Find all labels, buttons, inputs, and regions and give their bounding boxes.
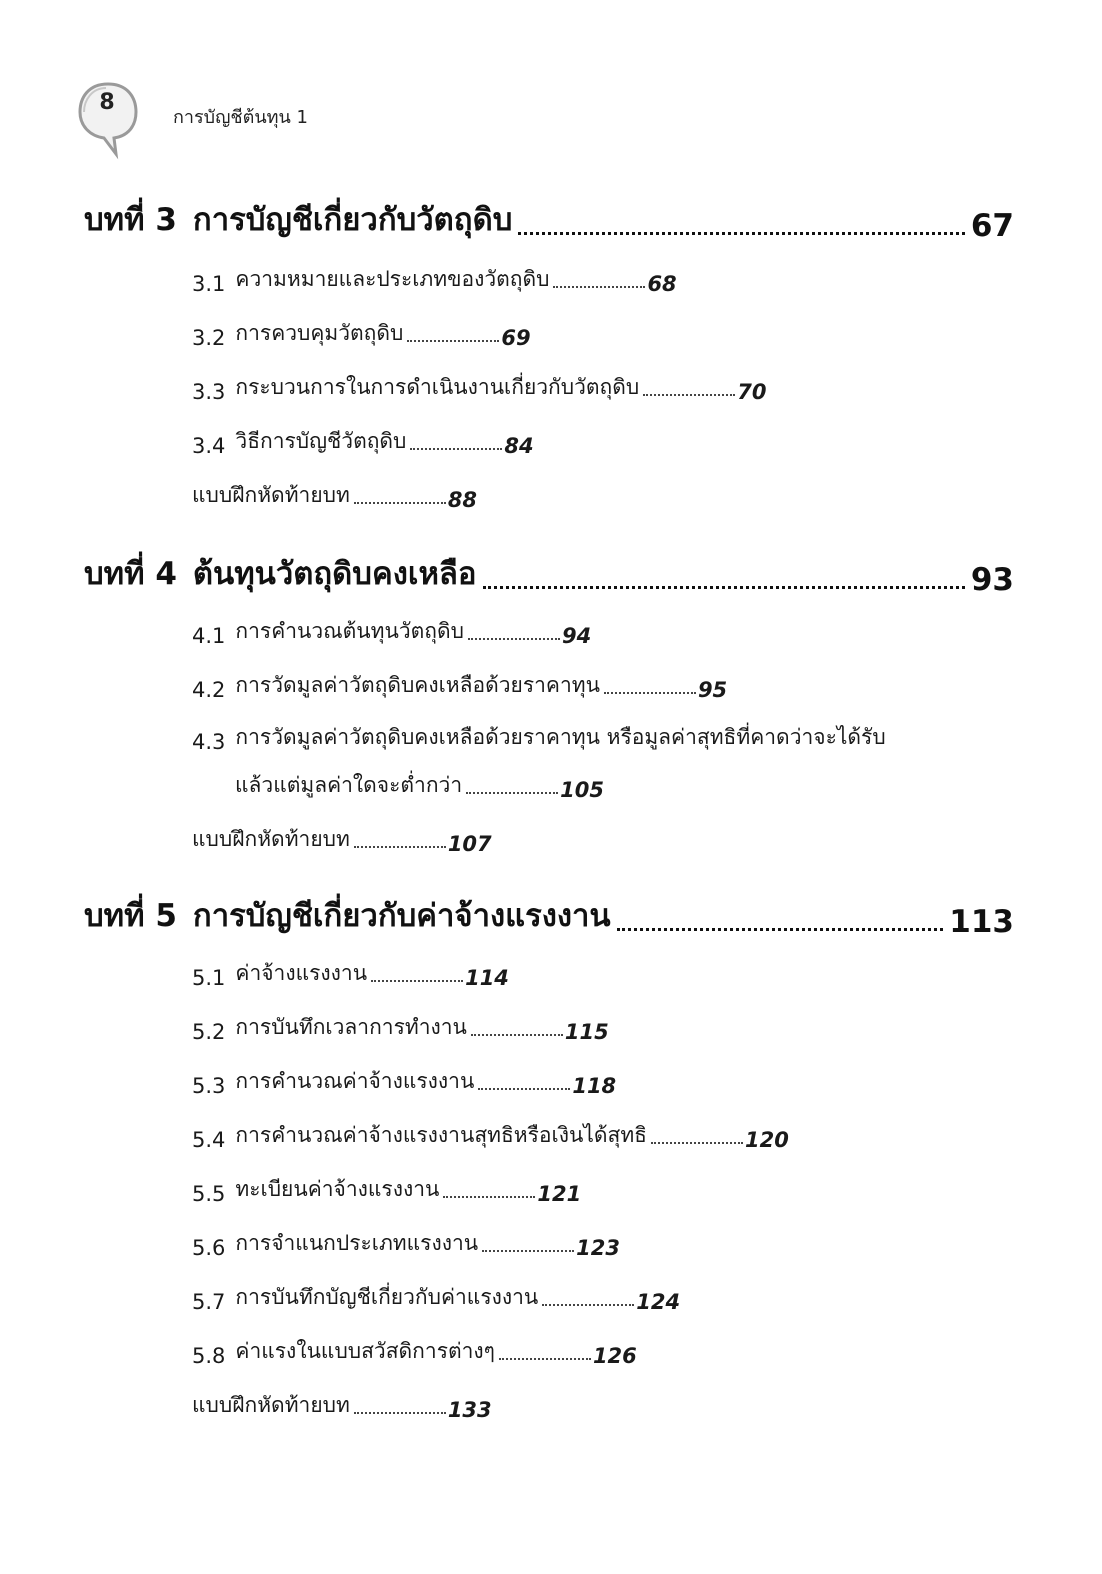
section-title: การบันทึกบัญชีเกี่ยวกับค่าแรงงาน	[235, 1285, 539, 1309]
chapter-title: การบัญชีเกี่ยวกับวัตถุดิบ	[192, 202, 513, 238]
toc-entry-5-2	[192, 1012, 609, 1044]
toc-entry-4-1	[192, 616, 591, 648]
chapter-label: บทที่ 3	[84, 202, 177, 238]
section-title: ทะเบียนค่าจ้างแรงงาน	[235, 1177, 440, 1201]
page-number-badge	[76, 80, 140, 158]
toc-entry-5-6	[192, 1228, 620, 1260]
toc-entry-5-3	[192, 1066, 616, 1098]
toc-entry-5-8	[192, 1336, 637, 1368]
toc-entry-5-1	[192, 958, 509, 990]
section-number: 5.4	[192, 1128, 226, 1152]
section-page: 94	[561, 624, 592, 648]
section-page: 69	[501, 326, 531, 350]
section-number: 4.2	[192, 678, 226, 702]
leader-dots	[468, 638, 560, 640]
section-title: กระบวนการในการดำเนินงานเกี่ยวกับวัตถุดิบ	[235, 375, 640, 399]
toc-entry-4-exercises	[192, 824, 492, 856]
section-number: 4.1	[192, 624, 226, 648]
section-page: 115	[564, 1020, 609, 1044]
leader-dots	[471, 1034, 563, 1036]
section-page: 120	[745, 1128, 789, 1152]
section-title: การคำนวณต้นทุนวัตถุดิบ	[235, 619, 464, 643]
chapter-page: 93	[970, 562, 1014, 598]
chapter-4-heading	[84, 554, 1014, 598]
section-page: 68	[647, 272, 677, 296]
toc-entry-4-2	[192, 670, 727, 702]
section-title-continuation: แล้วแต่มูลค่าใดจะต่ำกว่า	[235, 773, 463, 797]
section-page: 84	[504, 434, 534, 458]
section-page: 88	[447, 488, 478, 512]
section-title: การบันทึกเวลาการทำงาน	[235, 1015, 467, 1039]
section-title: ความหมายและประเภทของวัตถุดิบ	[235, 267, 550, 291]
section-title: การจำแนกประเภทแรงงาน	[235, 1231, 479, 1255]
book-title: การบัญชีต้นทุน 1	[173, 107, 308, 128]
leader-dots	[483, 586, 965, 589]
section-title: การวัดมูลค่าวัตถุดิบคงเหลือด้วยราคาทุน	[235, 673, 600, 697]
chapter-5-heading	[84, 896, 1014, 940]
section-number: 5.1	[192, 966, 226, 990]
page-number: 8	[99, 90, 115, 115]
toc-entry-3-4	[192, 426, 534, 458]
leader-dots	[466, 792, 558, 794]
toc-entry-5-7	[192, 1282, 680, 1314]
leader-dots	[482, 1250, 574, 1252]
section-title: การควบคุมวัตถุดิบ	[235, 321, 404, 345]
leader-dots	[518, 232, 964, 235]
section-number: 5.8	[192, 1344, 226, 1368]
leader-dots	[478, 1088, 570, 1090]
leader-dots	[410, 448, 502, 450]
toc-entry-3-3	[192, 372, 766, 404]
leader-dots	[443, 1196, 535, 1198]
leader-dots	[643, 394, 735, 396]
chapter-page: 113	[949, 904, 1014, 940]
leader-dots	[499, 1358, 591, 1360]
section-page: 133	[447, 1398, 492, 1422]
section-title: การคำนวณค่าจ้างแรงงาน	[235, 1069, 475, 1093]
toc-entry-4-3-continuation	[235, 770, 604, 802]
chapter-label: บทที่ 4	[84, 556, 177, 592]
section-page: 121	[537, 1182, 582, 1206]
section-number: 5.5	[192, 1182, 226, 1206]
leader-dots	[542, 1304, 634, 1306]
section-page: 107	[447, 832, 492, 856]
section-number: 5.3	[192, 1074, 226, 1098]
leader-dots	[651, 1142, 743, 1144]
section-title: ค่าจ้างแรงงาน	[235, 961, 368, 985]
leader-dots	[371, 980, 463, 982]
leader-dots	[354, 502, 446, 504]
toc-entry-3-exercises	[192, 480, 477, 512]
chapter-3-heading	[84, 200, 1014, 244]
section-number: 5.2	[192, 1020, 226, 1044]
chapter-page: 67	[970, 208, 1014, 244]
section-number: 5.6	[192, 1236, 226, 1260]
section-title: แบบฝึกหัดท้ายบท	[192, 1393, 350, 1417]
page-header	[76, 80, 676, 160]
leader-dots	[553, 286, 645, 288]
chapter-title: การบัญชีเกี่ยวกับค่าจ้างแรงงาน	[192, 898, 611, 934]
section-number: 3.1	[192, 272, 226, 296]
toc-entry-3-2	[192, 318, 531, 350]
section-page: 123	[576, 1236, 620, 1260]
chapter-label: บทที่ 5	[84, 898, 177, 934]
section-page: 118	[572, 1074, 617, 1098]
leader-dots	[354, 1412, 446, 1414]
section-number: 3.3	[192, 380, 226, 404]
section-number: 4.3	[192, 730, 226, 754]
section-page: 95	[697, 678, 728, 702]
toc-entry-4-3	[192, 722, 886, 754]
section-title: การวัดมูลค่าวัตถุดิบคงเหลือด้วยราคาทุน หรือมูลค่าสุทธิที่คาดว่าจะได้รับ	[235, 725, 886, 749]
section-page: 105	[560, 778, 604, 802]
section-title: ค่าแรงในแบบสวัสดิการต่างๆ	[235, 1339, 495, 1363]
section-title: แบบฝึกหัดท้ายบท	[192, 827, 350, 851]
chapter-title: ต้นทุนวัตถุดิบคงเหลือ	[192, 556, 477, 592]
toc-entry-5-exercises	[192, 1390, 492, 1422]
leader-dots	[617, 928, 944, 931]
section-page: 124	[636, 1290, 681, 1314]
section-number: 5.7	[192, 1290, 226, 1314]
section-number: 3.4	[192, 434, 226, 458]
leader-dots	[354, 846, 446, 848]
section-title: การคำนวณค่าจ้างแรงงานสุทธิหรือเงินได้สุทธิ	[235, 1123, 647, 1147]
toc-entry-5-4	[192, 1120, 789, 1152]
section-page: 126	[592, 1344, 637, 1368]
toc-entry-5-5	[192, 1174, 581, 1206]
section-title: แบบฝึกหัดท้ายบท	[192, 483, 350, 507]
toc-entry-3-1	[192, 264, 677, 296]
leader-dots	[604, 692, 696, 694]
section-page: 114	[465, 966, 509, 990]
section-number: 3.2	[192, 326, 226, 350]
leader-dots	[407, 340, 499, 342]
section-page: 70	[737, 380, 767, 404]
section-title: วิธีการบัญชีวัตถุดิบ	[235, 429, 407, 453]
